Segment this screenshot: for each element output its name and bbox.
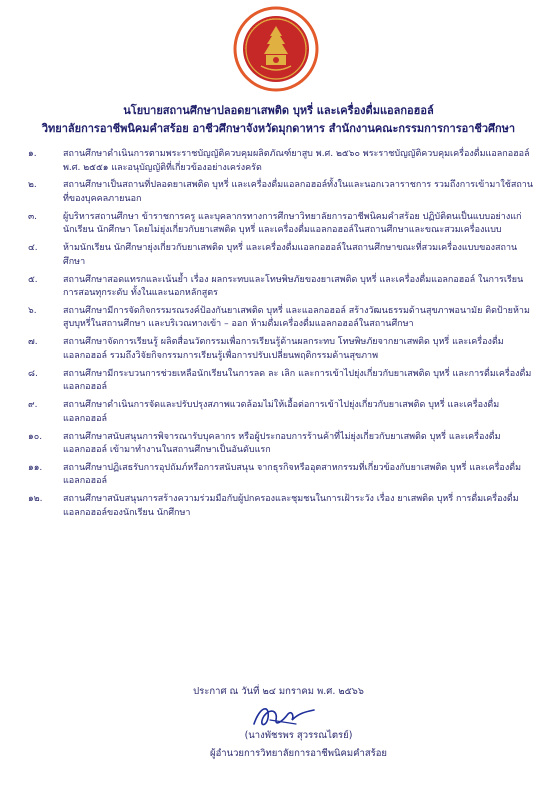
policy-text: ผู้บริหารสถานศึกษา ข้าราชการครู และบุคลากรทางการศึกษาวิทยาลัยการอาชีพนิคมคำสร้อย ปฏิบัติตนเป็นแบบอย่างแก่นักเรียน นักศึกษา โดยไม่ยุ่งเกี่ยวกับยาเสพติด บุหรี่ และเครื่องดื่มแอลกอฮอล์ในสถานศึกษาและขณะสวมเครื่องแบบ	[63, 211, 522, 236]
policy-number: ๘.	[28, 368, 38, 379]
policy-item	[28, 368, 533, 395]
college-seal-logo	[233, 6, 319, 92]
policy-text: สถานศึกษาสนับสนุนการสร้างความร่วมมือกับผู้ปกครองและชุมชนในการเฝ้าระวัง เรื่อง ยาเสพติด บุหรี่ การดื่มเครื่องดื่มแอลกอฮอล์ของนักเรียน นักศึกษา	[63, 494, 519, 518]
policy-item	[28, 211, 533, 238]
policy-text: ห้ามนักเรียน นักศึกษายุ่งเกี่ยวกับยาเสพติด บุหรี่ และเครื่องดื่มแอลกอฮอล์ในสถานศึกษาขณะที่สวมเครื่องแบบของสถานศึกษา	[63, 243, 518, 267]
policy-text: สถานศึกษาเป็นสถานที่ปลอดยาเสพติด บุหรี่ และเครื่องดื่มแอลกอฮอล์ทั้งในและนอกเวลาราชการ รวมถึงการเข้ามาใช้สถานที่ของบุคคลภายนอก	[63, 180, 534, 204]
policy-number: ๔.	[28, 243, 38, 254]
policy-number: ๕.	[28, 274, 38, 285]
policy-number: ๒.	[28, 180, 37, 191]
policy-text: สถานศึกษาดำเนินการจัดและปรับปรุงสภาพแวดล้อมไม่ให้เอื้อต่อการเข้าไปยุ่งเกี่ยวกับยาเสพติด บุหรี่ และเครื่องดื่มแอลกอฮอล์	[63, 400, 500, 424]
page-subtitle: วิทยาลัยการอาชีพนิคมคำสร้อย อาชีวศึกษาจังหวัดมุกดาหาร สำนักงานคณะกรรมการการอาชีวศึกษา	[41, 122, 516, 135]
policy-text: สถานศึกษาปฏิเสธรับการอุปถัมภ์หรือการสนับสนุน จากธุรกิจหรืออุตสาหกรรมที่เกี่ยวข้องกับยาเสพติด บุหรี่ และเครื่องดื่มแอลกอฮอล์	[63, 462, 522, 487]
policy-text: สถานศึกษาดำเนินการตามพระราชบัญญัติควบคุมผลิตภัณฑ์ยาสูบ พ.ศ. ๒๕๖๐ พระราชบัญญัติควบคุมเครื่องดื่มแอลกอฮอล์ พ.ศ. ๒๕๕๑ และอนุบัญญัติที่เกี่ยวข้องอย่างเคร่งครัด	[63, 149, 530, 173]
policy-number: ๙.	[28, 400, 38, 411]
policy-text: สถานศึกษาสอดแทรกและเน้นย้ำ เรื่อง ผลกระทบและโทษพิษภัยของยาเสพติด บุหรี่ และเครื่องดื่มแอลกอฮอล์ ในการเรียนการสอนทุกระดับ ทั้งในและนอกหลักสูตร	[63, 274, 524, 299]
policy-number: ๑.	[28, 149, 37, 159]
policy-number: ๗.	[28, 337, 38, 348]
policy-item	[28, 493, 533, 520]
signatory-title: ผู้อำนวยการวิทยาลัยการอาชีพนิคมคำสร้อย	[210, 748, 387, 759]
policy-text: สถานศึกษาจัดการเรียนรู้ ผลิตสื่อนวัตกรรมเพื่อการเรียนรู้ด้านผลกระทบ โทษพิษภัยจากยาเสพติด บุหรี่ และเครื่องดื่มแอลกอฮอล์ รวมถึงวิจัยกิจกรรมการเรียนรู้เพื่อการปรับเปลี่ยนพฤติกรรมด้านสุขภาพ	[63, 337, 504, 361]
policy-number: ๑๑.	[28, 462, 43, 473]
policy-number: ๖.	[28, 305, 37, 316]
policy-item	[28, 148, 533, 175]
policy-item	[28, 274, 533, 301]
signatory-name: (นางพัชรพร สุวรรณไตรย์)	[244, 730, 353, 741]
policy-item	[28, 399, 533, 426]
policy-item	[28, 462, 533, 489]
policy-number: ๑๒.	[28, 494, 43, 505]
policy-number: ๓.	[28, 211, 38, 222]
policy-number: ๑๐.	[28, 431, 43, 442]
policy-item	[28, 336, 533, 363]
page-title: นโยบายสถานศึกษาปลอดยาเสพติด บุหรี่ และเครื่องดื่มแอลกอฮอล์	[123, 104, 434, 117]
policy-text: สถานศึกษามีการจัดกิจกรรมรณรงค์ป้องกันยาเสพติด บุหรี่ และแอลกอฮอล์ สร้างวัฒนธรรมด้านสุขภาพอนามัย ติดป้ายห้ามสูบบุหรี่ในสถานศึกษา และบริเวณทางเข้า – ออก ห้ามดื่มเครื่องดื่มแอลกอฮอล์ในสถานศึกษา	[63, 305, 530, 330]
policy-list	[28, 148, 533, 525]
policy-item	[28, 431, 533, 458]
announcement-date: ประกาศ ณ วันที่ ๒๔ มกราคม พ.ศ. ๒๕๖๖	[193, 686, 364, 697]
policy-item	[28, 242, 533, 269]
policy-item	[28, 179, 533, 206]
policy-text: สถานศึกษามีกระบวนการช่วยเหลือนักเรียนในการลด ละ เลิก และการเข้าไปยุ่งเกี่ยวกับยาเสพติด บุหรี่ และการดื่มเครื่องดื่มแอลกอฮอล์	[63, 368, 532, 393]
policy-text: สถานศึกษาสนับสนุนการพิจารณารับบุคลากร หรือผู้ประกอบการร้านค้าที่ไม่ยุ่งเกี่ยวกับยาเสพติด บุหรี่ และเครื่องดื่มแอลกอฮอล์ เข้ามาทำงานในสถานศึกษาเป็นอันดับแรก	[63, 431, 501, 456]
policy-item	[28, 305, 533, 332]
